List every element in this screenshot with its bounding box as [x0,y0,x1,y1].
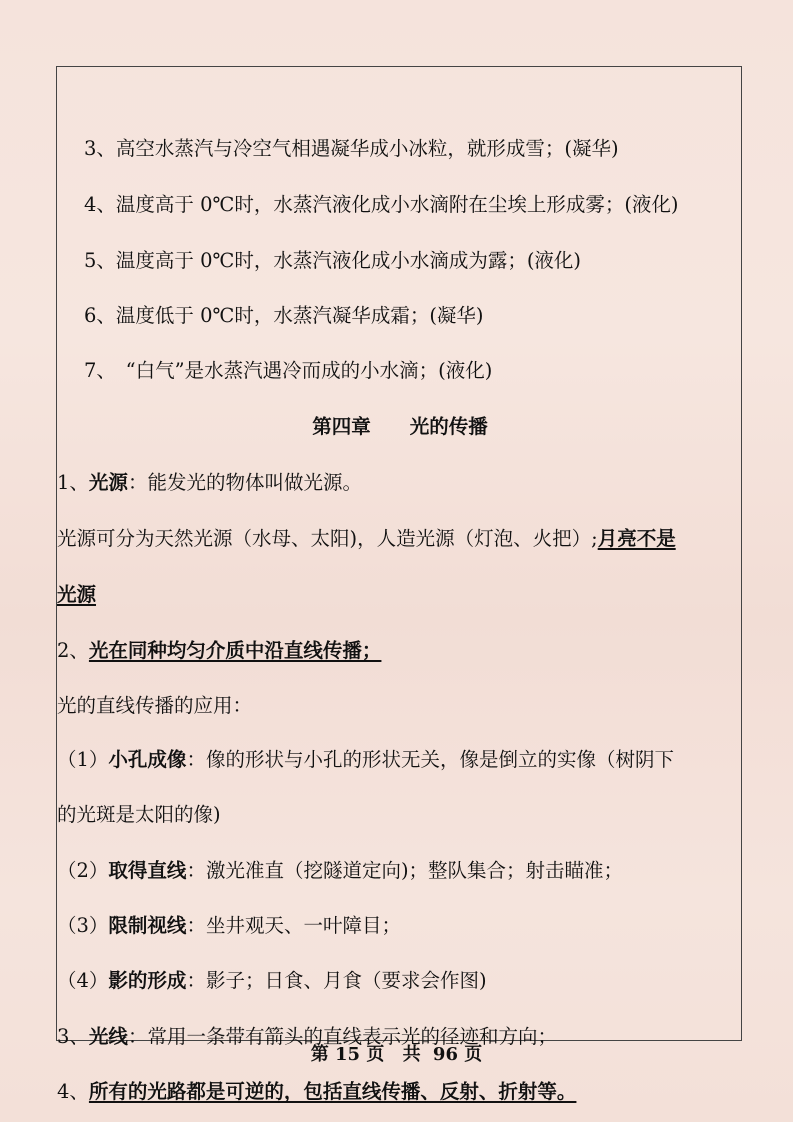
term-light-ray: 光线 [88,1025,128,1048]
paragraph-number: 3、 [57,1025,89,1048]
footer-page-number: 15 [335,1044,361,1065]
footer-total-pages: 96 [432,1044,458,1065]
chapter-title: 第四章 光的传播 [312,415,488,438]
paragraph-text: 光源可分为天然光源（水母、太阳)，人造光源（灯泡、火把）; [57,527,598,550]
term-shadow: 影的形成 [108,969,187,992]
application-1-cont: 的光斑是太阳的像) [57,803,221,826]
application-1 [57,746,743,774]
emphasis-reversible: 所有的光路都是可逆的，包括直线传播、反射、折射等。 [88,1080,577,1103]
paragraph-light-source-types-cont [57,581,743,609]
application-number: （2） [57,859,109,882]
application-text: ：坐井观天、一叶障目； [186,914,401,937]
paragraph-number: 2、 [57,639,89,662]
emphasis-moon: 月亮不是 [597,527,676,550]
paragraph-text: ：能发光的物体叫做光源。 [127,471,362,494]
list-item-6: 6、温度低于 0℃时，水蒸汽凝华成霜；(凝华) [84,304,484,327]
footer-mid: 页 共 [366,1044,427,1065]
footer-post: 页 [464,1044,483,1065]
application-text: ：像的形状与小孔的形状无关，像是倒立的实像（树阴下 [186,748,674,771]
page-footer [0,1042,793,1068]
application-number: （4） [57,969,109,992]
paragraph-number: 4、 [57,1080,89,1103]
application-text: ：影子；日食、月食（要求会作图) [186,969,487,992]
application-number: （1） [57,748,109,771]
list-item-7: 7、 “白气”是水蒸汽遇冷而成的小水滴；(液化) [84,359,493,382]
application-2 [57,857,743,885]
application-3 [57,912,743,940]
application-4 [57,967,743,995]
term-light-source: 光源 [88,471,128,494]
paragraph-straight-line [57,637,743,665]
paragraph-number: 1、 [57,471,89,494]
footer-pre: 第 [310,1044,329,1065]
emphasis-moon-cont: 光源 [57,583,97,606]
list-item-4: 4、温度高于 0℃时，水蒸汽液化成小水滴附在尘埃上形成雾；(液化) [84,193,679,216]
paragraph-reversible [57,1078,743,1106]
list-item-3: 3、高空水蒸汽与冷空气相遇凝华成小冰粒，就形成雪；(凝华) [84,137,619,160]
paragraph-text: ：常用一条带有箭头的直线表示光的径迹和方向； [127,1025,557,1048]
application-text: ：激光准直（挖隧道定向)；整队集合；射击瞄准； [186,859,624,882]
list-item-5: 5、温度高于 0℃时，水蒸汽液化成小水滴成为露；(液化) [84,249,582,272]
term-pinhole: 小孔成像 [108,748,187,771]
paragraph-light-source [57,469,743,497]
paragraph-light-source-types [57,525,743,553]
term-limit-view: 限制视线 [108,914,187,937]
application-number: （3） [57,914,109,937]
term-straight: 取得直线 [108,859,187,882]
paragraph-applications: 光的直线传播的应用： [57,694,253,717]
emphasis-straight-line: 光在同种均匀介质中沿直线传播； [88,639,382,662]
